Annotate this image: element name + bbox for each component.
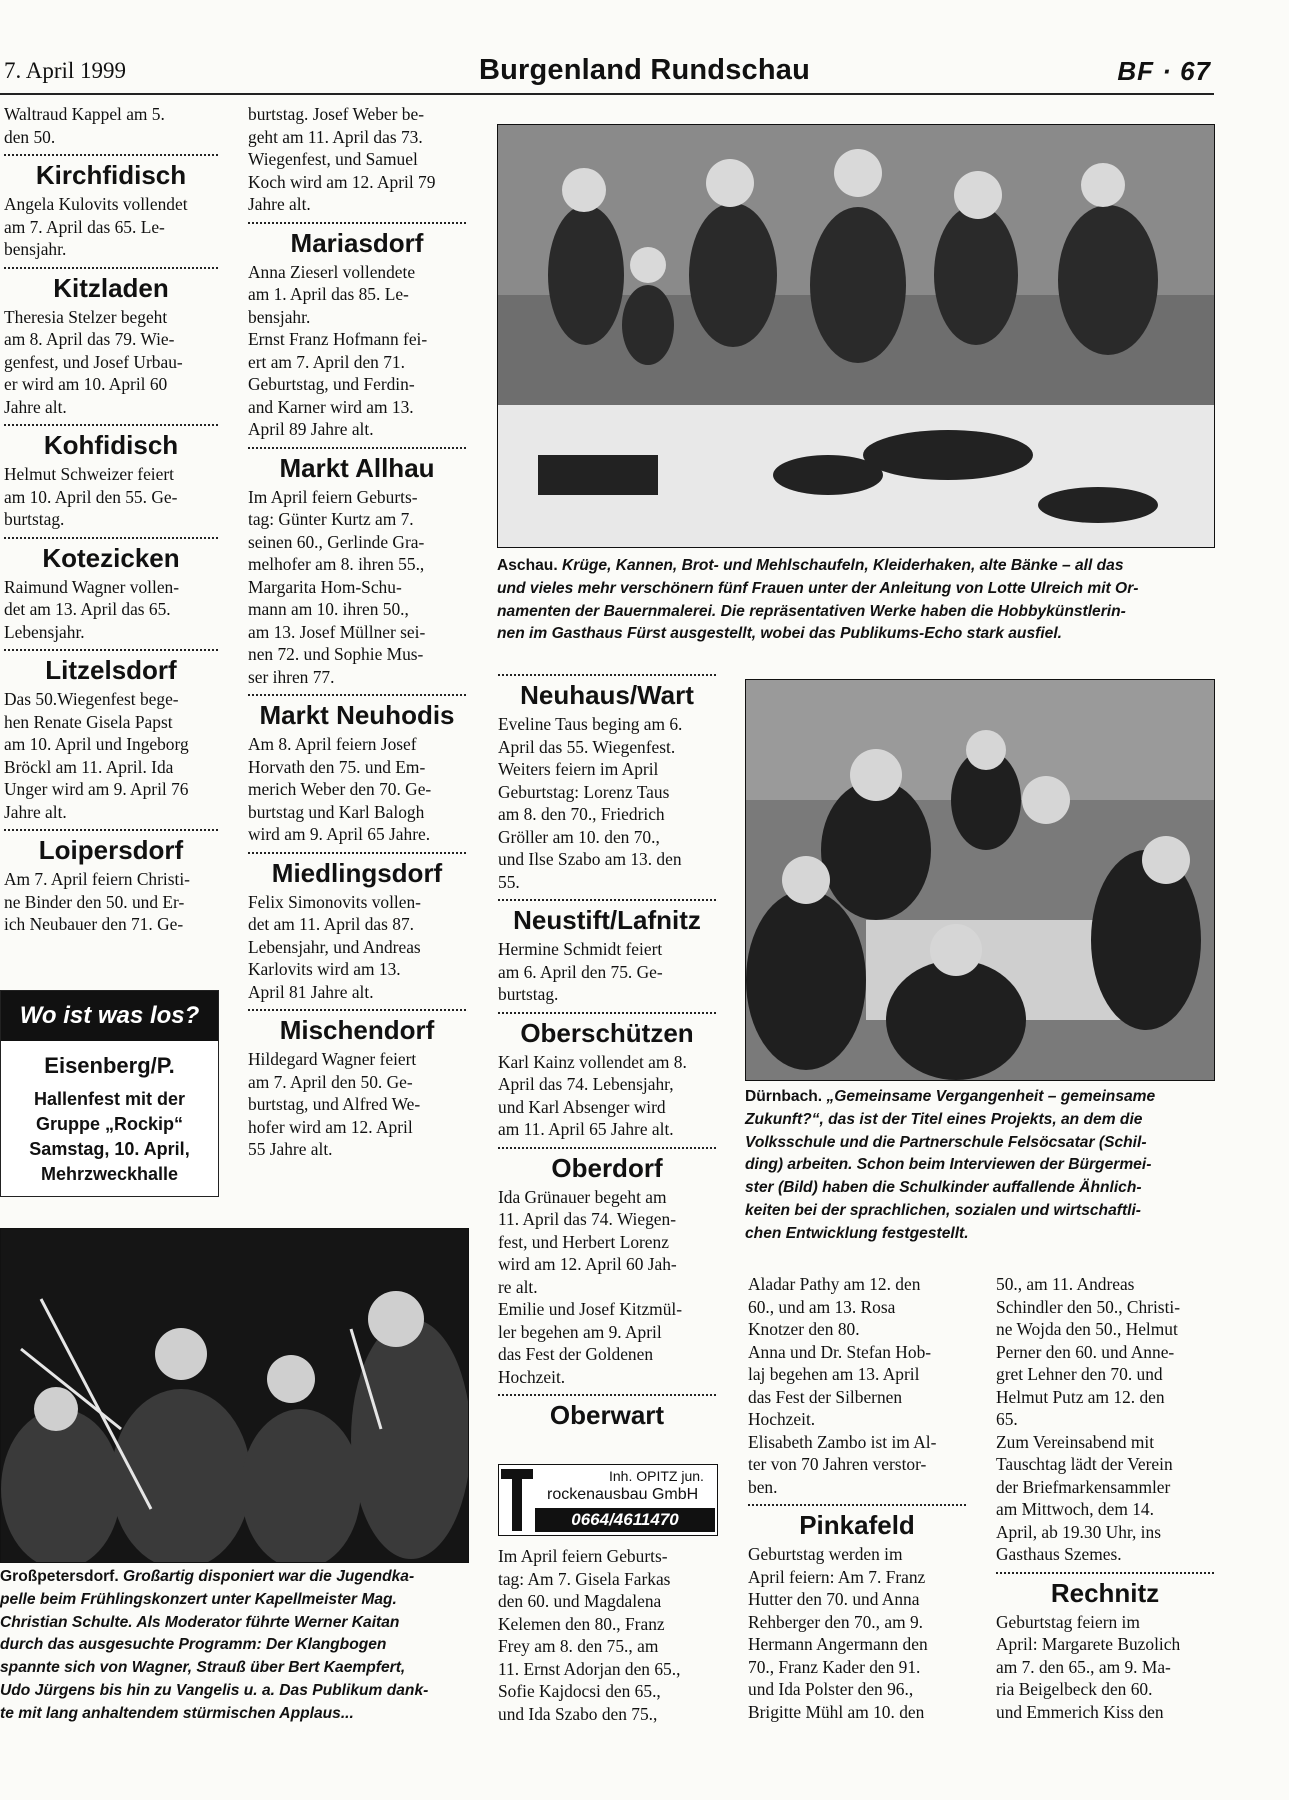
text-line: Bröckl am 11. April. Ida (4, 756, 174, 777)
text-line: das Fest der Goldenen (498, 1344, 654, 1364)
section-heading: Kirchfidisch (35, 160, 187, 190)
text-line: Gasthaus Szemes. (996, 1544, 1122, 1564)
dotted-divider (498, 674, 716, 676)
paragraph (748, 1543, 966, 1723)
text-line: Jahre alt. (4, 801, 67, 822)
text-line: Im April feiern Geburts- (248, 486, 418, 507)
text-line: Lebensjahr. (4, 621, 85, 642)
section-heading: Kitzladen (53, 272, 169, 303)
text-line: Hermine Schmidt feiert (498, 939, 663, 959)
paragraph (498, 1186, 716, 1389)
text-line: burtstag. (4, 509, 65, 529)
caption-line: chen Entwicklung festgestellt. (745, 1224, 969, 1242)
paragraph (996, 1611, 1214, 1724)
column-2 (248, 103, 466, 1161)
caption-line: spannte sich von Wagner, Strauß über Bert Kaempfert, (0, 1659, 406, 1677)
events-box-text (1, 1087, 218, 1187)
text-line: am 8. den 70., Friedrich (498, 804, 665, 824)
page-number: BF · 67 (1117, 56, 1211, 86)
text-line: ben. (748, 1476, 778, 1497)
text-line: Hermann Angermann den (748, 1634, 928, 1654)
text-line: Am 8. April feiern Josef (248, 734, 417, 754)
paragraph (248, 486, 466, 689)
text-line: am 7. April den 50. Ge- (248, 1071, 413, 1092)
caption-duernbach (745, 1086, 1215, 1246)
caption-place: Aschau. (497, 557, 558, 574)
text-line: Helmut Putz am 12. den (996, 1386, 1165, 1407)
text-line: er wird am 10. April 60 (4, 374, 168, 394)
text-line: 55 Jahre alt. (248, 1139, 333, 1159)
text-line: burtstag und Karl Balogh (248, 801, 425, 822)
section-heading: Markt Allhau (279, 452, 435, 483)
paragraph (4, 463, 218, 531)
text-line: Eveline Taus beging am 6. (498, 714, 683, 734)
text-line: geht am 11. April das 73. (248, 126, 423, 147)
text-line: ria Beigelbeck den 60. (996, 1679, 1153, 1699)
paragraph (248, 891, 466, 1004)
text-line: am 7. den 65., am 9. Ma- (996, 1656, 1171, 1677)
column-3 (498, 668, 716, 1433)
paragraph (4, 868, 218, 936)
section-heading: Miedlingsdorf (271, 857, 443, 888)
text-line: merich Weber den 70. Ge- (248, 779, 432, 799)
caption-place: Dürnbach. (745, 1088, 823, 1105)
text-line: Perner den 60. und Anne- (996, 1341, 1175, 1362)
caption-line: te mit lang anhaltendem stürmischen Applaus... (0, 1704, 354, 1722)
text-line: and Karner wird am 13. (248, 396, 414, 417)
caption-place: Großpetersdorf. (0, 1568, 119, 1585)
dotted-divider (4, 537, 218, 539)
text-line: Jahre alt. (4, 396, 67, 417)
paragraph (498, 938, 716, 1006)
dotted-divider (498, 899, 716, 901)
dotted-divider (248, 694, 466, 696)
ad-company: rockenausbau GmbH (547, 1486, 699, 1503)
text-line: Geburtstag, und Ferdin- (248, 374, 415, 394)
text-line: den 50. (4, 126, 56, 147)
text-line: 50., am 11. Andreas (996, 1274, 1135, 1294)
text-line: Helmut Schweizer feiert (4, 464, 174, 484)
text-line: ler begehen am 9. April (498, 1321, 662, 1342)
caption-line: Udo Jürgens bis hin zu Vangelis u. a. Das Publikum dank- (0, 1681, 429, 1699)
text-line: April das 74. Lebensjahr, (498, 1074, 674, 1094)
text-line: und Ida Polster den 96., (748, 1679, 914, 1699)
text-line: burtstag. Josef Weber be- (248, 104, 424, 124)
text-line: Ernst Franz Hofmann fei- (248, 329, 428, 349)
events-box-line: Mehrzweckhalle (40, 1164, 179, 1184)
text-line: Koch wird am 12. April 79 (248, 171, 436, 192)
section-heading: Kotezicken (42, 542, 180, 573)
text-line: Karlovits wird am 13. (248, 959, 401, 979)
text-line: Waltraud Kappel am 5. (4, 104, 165, 124)
text-line: Lebensjahr, und Andreas (248, 936, 421, 957)
dotted-divider (4, 267, 218, 269)
text-line: Schindler den 50., Christi- (996, 1296, 1181, 1317)
text-line: April feiern: Am 7. Franz (748, 1566, 926, 1587)
text-line: Ida Grünauer begeht am (498, 1186, 667, 1207)
dotted-divider (248, 222, 466, 224)
dotted-divider (4, 424, 218, 426)
text-line: Kelemen den 80., Franz (498, 1613, 665, 1634)
ad-phone: 0664/4611470 (535, 1508, 715, 1532)
text-line: Margarita Hom-Schu- (248, 576, 402, 597)
dotted-divider (498, 1394, 716, 1396)
column-3-continued (498, 1545, 716, 1725)
column-4 (748, 1273, 966, 1723)
dotted-divider (4, 829, 218, 831)
text-line: am 10. April den 55. Ge- (4, 486, 178, 507)
text-line: Geburtstag werden im (748, 1544, 903, 1564)
text-line: den 60. und Magdalena (498, 1591, 662, 1611)
text-line: Horvath den 75. und Em- (248, 756, 426, 777)
text-line: und Karl Absenger wird (498, 1096, 666, 1117)
text-line: genfest, und Josef Urbau- (4, 351, 183, 372)
photo-aschau (497, 124, 1215, 548)
caption-aschau (497, 555, 1217, 646)
text-line: hen Renate Gisela Papst (4, 711, 173, 732)
text-line: Das 50.Wiegenfest bege- (4, 689, 179, 709)
advertisement (498, 1464, 718, 1536)
section-heading: Rechnitz (1050, 1577, 1160, 1608)
text-line: Zum Vereinsabend mit (996, 1431, 1155, 1452)
text-line: April: Margarete Buzolich (996, 1634, 1181, 1654)
text-line: 11. April das 74. Wiegen- (498, 1209, 677, 1229)
dotted-divider (498, 1012, 716, 1014)
text-line: nen 72. und Sophie Mus- (248, 644, 424, 664)
text-line: 70., Franz Kader den 91. (748, 1656, 921, 1677)
dotted-divider (748, 1504, 966, 1506)
caption-line: nen im Gasthaus Fürst ausgestellt, wobei das Publikums-Echo stark ausfiel. (497, 625, 1062, 643)
paragraph (748, 1273, 966, 1498)
events-box-place: Eisenberg/P. (44, 1053, 175, 1078)
caption-line: Krüge, Kannen, Brot- und Mehlschaufeln, Kleiderhaken, alte Bänke – all das (562, 557, 1124, 574)
text-line: und Ida Szabo den 75., (498, 1703, 658, 1724)
paragraph (4, 103, 218, 148)
caption-line: keiten bei der sprachlichen, sozialen und wirtschaftli- (745, 1201, 1142, 1219)
photo-grosspetersdorf (0, 1228, 469, 1563)
ad-logo-icon (501, 1469, 533, 1531)
column-5 (996, 1273, 1214, 1723)
events-box-heading: Wo ist was los? (1, 991, 218, 1041)
dotted-divider (248, 1009, 466, 1011)
paragraph (4, 576, 218, 644)
text-line: 60., und am 13. Rosa (748, 1296, 896, 1317)
section-heading: Kohfidisch (43, 430, 179, 460)
caption-grosspetersdorf (0, 1566, 470, 1726)
text-line: Aladar Pathy am 12. den (748, 1274, 921, 1294)
caption-line: ding) arbeiten. Schon beim Interviewen der Bürgermei- (745, 1156, 1152, 1174)
text-line: Sofie Kajdocsi den 65., (498, 1681, 661, 1701)
text-line: Hildegard Wagner feiert (248, 1049, 417, 1069)
text-line: Im April feiern Geburts- (498, 1546, 668, 1566)
section-heading: Loipersdorf (38, 835, 184, 865)
issue-date: 7. April 1999 (4, 58, 127, 83)
text-line: ser ihren 77. (248, 666, 335, 687)
events-box (0, 990, 219, 1197)
text-line: burtstag. (498, 984, 559, 1004)
text-line: melhofer am 8. ihren 55., (248, 554, 425, 574)
text-line: Emilie und Josef Kitzmül- (498, 1299, 683, 1319)
caption-line: Großartig disponiert war die Jugendka- (123, 1568, 415, 1585)
text-line: am 11. April 65 Jahre alt. (498, 1119, 674, 1139)
text-line: Hochzeit. (498, 1366, 566, 1387)
column-1 (4, 103, 218, 936)
text-line: burtstag, und Alfred We- (248, 1094, 421, 1114)
text-line: 65. (996, 1409, 1018, 1429)
text-line: bensjahr. (248, 306, 311, 327)
dotted-divider (248, 447, 466, 449)
text-line: April 89 Jahre alt. (248, 419, 374, 439)
text-line: Anna Zieserl vollendete (248, 261, 416, 282)
text-line: und Ilse Szabo am 13. den (498, 849, 682, 869)
text-line: hofer wird am 12. April (248, 1116, 413, 1137)
text-line: Brigitte Mühl am 10. den (748, 1701, 925, 1722)
text-line: Wiegenfest, und Samuel (248, 149, 418, 169)
caption-line: Volksschule und die Partnerschule Felsöcsatar (Schil- (745, 1133, 1147, 1151)
section-heading: Pinkafeld (799, 1510, 915, 1540)
text-line: fest, und Herbert Lorenz (498, 1231, 669, 1252)
paragraph (248, 261, 466, 441)
text-line: am 13. Josef Müllner sei- (248, 621, 426, 642)
text-line: und Emmerich Kiss den (996, 1701, 1164, 1722)
text-line: ert am 7. April den 71. (248, 351, 405, 372)
events-box-line: Samstag, 10. April, (29, 1139, 190, 1159)
text-line: det am 13. April das 65. (4, 599, 171, 619)
text-line: Hochzeit. (748, 1409, 816, 1429)
text-line: Anna und Dr. Stefan Hob- (748, 1341, 932, 1362)
paragraph (498, 1545, 716, 1725)
text-line: Angela Kulovits vollendet (4, 194, 188, 214)
text-line: 11. Ernst Adorjan den 65., (498, 1658, 681, 1679)
dotted-divider (498, 1147, 716, 1149)
text-line: am 10. April und Ingeborg (4, 734, 189, 754)
paragraph (498, 713, 716, 893)
section-heading: Oberwart (549, 1400, 665, 1430)
text-line: April 81 Jahre alt. (248, 981, 374, 1002)
caption-line: „Gemeinsame Vergangenheit – gemeinsame (826, 1088, 1156, 1105)
paragraph (996, 1273, 1214, 1566)
text-line: Am 7. April feiern Christi- (4, 869, 190, 889)
text-line: Rehberger den 70., am 9. (748, 1611, 923, 1632)
text-line: Elisabeth Zambo ist im Al- (748, 1431, 937, 1452)
dotted-divider (4, 154, 218, 156)
text-line: am Mittwoch, dem 14. (996, 1499, 1154, 1519)
header-rule (0, 93, 1214, 95)
ad-owner: Inh. OPITZ jun. (609, 1468, 704, 1484)
text-line: das Fest der Silbernen (748, 1386, 903, 1407)
caption-line: Zukunft?“, das ist der Titel eines Projekts, an dem die (745, 1110, 1143, 1128)
text-line: bensjahr. (4, 239, 67, 259)
paragraph (4, 688, 218, 823)
photo-duernbach (745, 679, 1215, 1081)
text-line: Unger wird am 9. April 76 (4, 779, 189, 799)
section-heading: Litzelsdorf (45, 655, 177, 685)
text-line: der Briefmarkensammler (996, 1476, 1171, 1497)
section-heading: Oberdorf (551, 1152, 663, 1183)
text-line: Weiters feiern im April (498, 759, 659, 779)
text-line: seinen 60., Gerlinde Gra- (248, 531, 425, 552)
text-line: Knotzer den 80. (748, 1319, 860, 1339)
newspaper-title: Burgenland Rundschau (478, 54, 811, 86)
text-line: Geburtstag: Lorenz Taus (498, 781, 670, 802)
paragraph (248, 103, 466, 216)
text-line: wird am 12. April 60 Jah- (498, 1254, 677, 1274)
text-line: ne Wojda den 50., Helmut (996, 1319, 1178, 1339)
paragraph (498, 1051, 716, 1141)
text-line: Jahre alt. (248, 194, 311, 214)
text-line: mann am 10. ihren 50., (248, 599, 409, 619)
caption-line: Christian Schulte. Als Moderator führte Werner Kaitan (0, 1613, 400, 1631)
text-line: wird am 9. April 65 Jahre. (248, 824, 431, 844)
paragraph (248, 733, 466, 846)
text-line: tag: Günter Kurtz am 7. (248, 509, 414, 529)
paragraph (248, 1048, 466, 1161)
section-heading: Markt Neuhodis (259, 700, 455, 730)
text-line: tag: Am 7. Gisela Farkas (498, 1568, 671, 1589)
caption-line: pelle beim Frühlingskonzert unter Kapellmeister Mag. (0, 1590, 397, 1608)
events-box-line: Hallenfest mit der (33, 1089, 186, 1109)
text-line: 55. (498, 871, 520, 892)
section-heading: Neuhaus/Wart (520, 680, 694, 710)
text-line: Karl Kainz vollendet am 8. (498, 1051, 687, 1072)
text-line: Theresia Stelzer begeht (4, 306, 168, 327)
section-heading: Mischendorf (279, 1015, 435, 1045)
text-line: am 1. April das 85. Le- (248, 284, 409, 304)
text-line: am 7. April das 65. Le- (4, 216, 165, 237)
text-line: Tauschtag lädt der Verein (996, 1454, 1173, 1474)
text-line: Frey am 8. den 75., am (498, 1636, 659, 1656)
text-line: Raimund Wagner vollen- (4, 576, 180, 597)
paragraph (4, 193, 218, 261)
text-line: laj begehen am 13. April (748, 1364, 920, 1384)
text-line: gret Lehner den 70. und (996, 1364, 1163, 1384)
section-heading: Neustift/Lafnitz (513, 905, 701, 935)
section-heading: Oberschützen (520, 1017, 694, 1048)
text-line: April das 55. Wiegenfest. (498, 736, 676, 757)
dotted-divider (996, 1572, 1214, 1574)
dotted-divider (248, 852, 466, 854)
caption-line: namenten der Bauernmalerei. Die repräsentativen Werke haben die Hobbykünstlerin- (497, 602, 1126, 620)
text-line: ter von 70 Jahren verstor- (748, 1454, 927, 1474)
text-line: Felix Simonovits vollen- (248, 891, 421, 912)
text-line: am 6. April den 75. Ge- (498, 961, 663, 982)
dotted-divider (4, 649, 218, 651)
text-line: ich Neubauer den 71. Ge- (4, 914, 184, 934)
text-line: re alt. (498, 1276, 538, 1297)
text-line: am 8. April das 79. Wie- (4, 329, 175, 349)
events-box-line: Gruppe „Rockip“ (35, 1114, 183, 1134)
caption-line: durch das ausgesuchte Programm: Der Klangbogen (0, 1636, 387, 1654)
text-line: Hutter den 70. und Anna (748, 1589, 920, 1609)
paragraph (4, 306, 218, 419)
section-heading: Mariasdorf (290, 227, 424, 258)
text-line: Gröller am 10. den 70., (498, 826, 660, 847)
caption-line: und vieles mehr verschönern fünf Frauen unter der Anleitung von Lotte Ulreich mit Or- (497, 579, 1139, 597)
text-line: ne Binder den 50. und Er- (4, 891, 185, 912)
text-line: det am 11. April das 87. (248, 914, 414, 934)
text-line: April, ab 19.30 Uhr, ins (996, 1521, 1161, 1542)
caption-line: ster (Bild) haben die Schulkinder auffallende Ähnlich- (745, 1179, 1142, 1197)
text-line: Geburtstag feiern im (996, 1611, 1140, 1632)
